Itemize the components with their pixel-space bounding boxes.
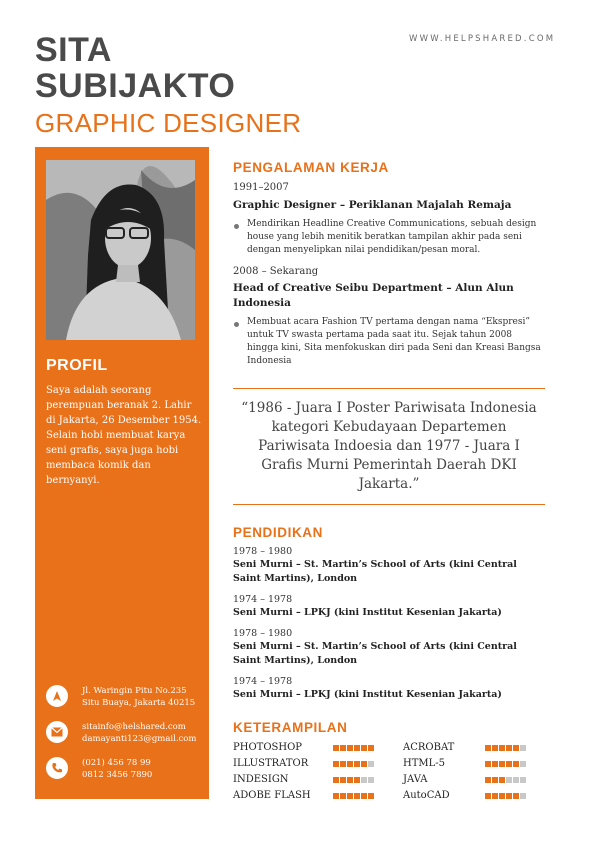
skill-level-block [520,761,526,767]
contact-address [46,685,195,709]
award-quote: “1986 - Juara I Poster Pariwisata Indonesia kategori Kebudayaan Departemen Pariwisata Indoesia dan 1977 - Juara I Grafis Murni Pemerintah Daerah DKI Jakarta.” [241,400,537,492]
job-bullet [233,316,545,368]
education-school: Seni Murni – LPKJ (kini Institut Kesenian Jakarta) [233,607,502,618]
education-period: 1974 – 1978 [233,594,293,605]
skill-level-block [513,745,519,751]
phone-text [82,757,152,781]
skill-level-block [368,777,374,783]
skill-level-block [513,777,519,783]
skill-name: ACROBAT [403,742,455,753]
skill-level-block [485,793,491,799]
skill-level-block [485,745,491,751]
name-first: SITA [35,31,112,69]
skill-level-block [333,761,339,767]
bullet-icon [234,224,239,229]
job-title: GRAPHIC DESIGNER [35,108,302,138]
skill-level-block [347,793,353,799]
email-line-2[interactable]: damayanti123@gmail.com [82,734,197,744]
skill-level-block [354,761,360,767]
profile-photo [46,160,195,340]
education-heading: PENDIDIKAN [233,525,324,540]
skill-name: AutoCAD [403,790,450,801]
skill-level-block [492,777,498,783]
skill-name: JAVA [403,774,428,785]
skill-level-block [506,745,512,751]
job-period: 1991–2007 [233,182,289,193]
quote-top-rule [233,388,545,389]
skill-name: PHOTOSHOP [233,742,303,753]
education-period: 1978 – 1980 [233,628,293,639]
skill-meter [333,773,403,787]
skill-level-block [506,777,512,783]
education-item [233,675,545,702]
skill-level-block [340,777,346,783]
skill-level-block [499,761,505,767]
profile-photo-image [46,160,195,340]
skill-meter [333,789,403,803]
skill-level-block [506,761,512,767]
skill-level-block [368,761,374,767]
skill-level-block [520,777,526,783]
job-title-line: Graphic Designer – Periklanan Majalah Remaja [233,199,512,211]
phone-line-1: (021) 456 78 99 [82,758,151,768]
job-description: Mendirikan Headline Creative Communications, sebuah design house yang lebih menitik beratkan tampilan akhir pada seni dengan menyelipkan nilai pendidikan/pesan moral. [247,219,537,255]
skill-level-block [485,761,491,767]
job-description: Membuat acara Fashion TV pertama dengan nama “Ekspresi” untuk TV swasta pertama pada saat itu. Sejak tahun 2008 hingga kini, Sita menfokuskan diri pada Seni dan Kreasi Bangsa Indonesia [247,317,541,366]
job-period: 2008 – Sekarang [233,266,319,277]
skill-level-block [485,777,491,783]
location-icon [46,685,68,707]
skill-level-block [354,745,360,751]
address-line-2: Situ Buaya, Jakarta 40215 [82,698,196,708]
education-item [233,545,545,586]
education-item [233,627,545,668]
skill-level-block [340,793,346,799]
skill-level-block [361,745,367,751]
phone-icon [46,757,68,779]
skill-meter [485,773,555,787]
contact-email [46,721,196,745]
website-url: WWW.HELPSHARED.COM [409,34,556,44]
email-line-1[interactable]: sitainfo@helshared.com [82,722,186,732]
skill-name: INDESIGN [233,774,289,785]
education-school: Seni Murni – St. Martin’s School of Arts (kini Central Saint Martins), London [233,559,517,584]
mail-icon [46,721,68,743]
skills-heading: KETERAMPILAN [233,720,348,735]
skill-level-block [354,793,360,799]
name-heading [35,32,235,104]
profile-heading: PROFIL [46,357,108,374]
skill-level-block [347,777,353,783]
job-entry [233,265,545,368]
skill-level-block [520,745,526,751]
skill-level-block [506,793,512,799]
skill-name: HTML-5 [403,758,446,769]
name-last: SUBIJAKTO [35,67,236,105]
job-bullet [233,218,545,257]
skill-level-block [520,793,526,799]
bullet-icon [234,322,239,327]
experience-heading: PENGALAMAN KERJA [233,160,389,175]
skill-level-block [361,777,367,783]
email-text [82,721,196,745]
skill-level-block [347,745,353,751]
skill-level-block [499,745,505,751]
skill-level-block [340,745,346,751]
skill-meter [485,741,555,755]
skill-level-block [492,761,498,767]
education-list [233,545,545,702]
contact-phone [46,757,152,781]
skill-level-block [333,777,339,783]
address-text [82,685,195,709]
education-period: 1978 – 1980 [233,546,293,557]
skill-level-block [368,793,374,799]
skill-level-block [513,793,519,799]
skill-level-block [333,793,339,799]
skill-level-block [354,777,360,783]
skill-level-block [492,745,498,751]
skill-level-block [361,761,367,767]
skill-level-block [492,793,498,799]
skill-level-block [361,793,367,799]
education-period: 1974 – 1978 [233,676,293,687]
education-item [233,593,545,620]
skill-level-block [347,761,353,767]
profile-text: Saya adalah seorang perempuan beranak 2. Lahir di Jakarta, 26 Desember 1954. Selain hobi membuat karya seni grafis, saya juga hobi membaca komik dan bernyanyi. [46,385,202,486]
skill-meter [333,757,403,771]
job-title-line: Head of Creative Seibu Department – Alun Alun Indonesia [233,282,514,309]
skill-meter [485,789,555,803]
job-entry [233,181,545,257]
skill-name: ILLUSTRATOR [233,758,309,769]
skill-name: ADOBE FLASH [233,790,311,801]
education-school: Seni Murni – St. Martin’s School of Arts (kini Central Saint Martins), London [233,641,517,666]
skill-level-block [333,745,339,751]
skill-level-block [499,777,505,783]
skill-level-block [340,761,346,767]
phone-line-2: 0812 3456 7890 [82,770,153,780]
main-content [233,160,545,803]
skills-grid [233,741,545,803]
skill-meter [333,741,403,755]
address-line-1: Jl. Waringin Pitu No.235 [82,686,187,696]
sidebar [35,147,209,799]
skill-level-block [499,793,505,799]
education-school: Seni Murni – LPKJ (kini Institut Kesenian Jakarta) [233,689,502,700]
skill-level-block [513,761,519,767]
quote-bottom-rule [233,504,545,505]
skill-meter [485,757,555,771]
skill-level-block [368,745,374,751]
